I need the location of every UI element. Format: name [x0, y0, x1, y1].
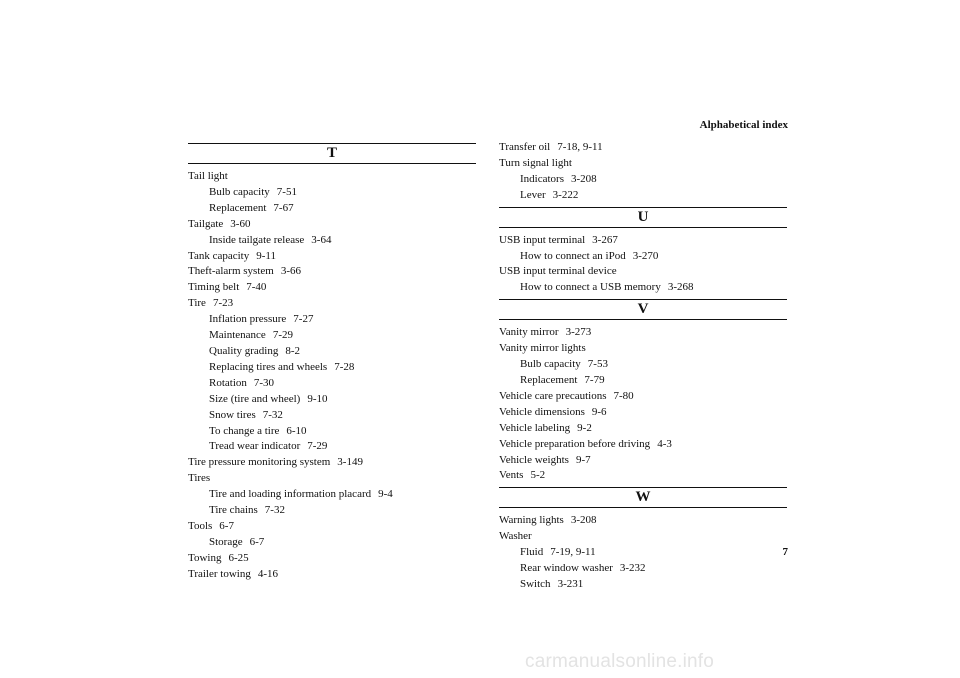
- entry-term: Tire: [188, 297, 206, 310]
- section-letter-heading: V: [499, 299, 787, 320]
- entry-page-reference: 7-79: [584, 373, 605, 386]
- index-entry: [188, 455, 476, 471]
- entry-page-reference: 3-149: [337, 456, 363, 469]
- index-subentry: [188, 535, 476, 551]
- entry-page-reference: 9-7: [575, 453, 591, 466]
- entry-page-reference: 8-2: [285, 344, 301, 357]
- index-entry: [499, 468, 787, 484]
- index-subentry: [188, 487, 476, 503]
- entry-page-reference: 7-23: [212, 297, 234, 310]
- index-entry: [499, 405, 787, 421]
- entry-term: Tire chains: [209, 504, 258, 517]
- entry-page-reference: 7-19, 9-11: [550, 546, 596, 559]
- entry-term: Vehicle preparation before driving: [499, 437, 651, 450]
- index-subentry: [499, 561, 787, 577]
- entry-page-reference: 7-30: [253, 376, 275, 389]
- entry-term: Replacement: [209, 201, 267, 214]
- entry-term: How to connect an iPod: [520, 249, 626, 262]
- index-entry: [188, 217, 476, 233]
- entry-page-reference: 3-232: [619, 562, 646, 575]
- index-entry: [499, 529, 787, 545]
- entry-term: Fluid: [520, 546, 544, 559]
- entry-term: Washer: [499, 530, 532, 543]
- index-entry: [188, 169, 476, 185]
- entry-page-reference: 3-268: [667, 281, 694, 294]
- index-subentry: [188, 201, 476, 217]
- entry-page-reference: 7-28: [334, 360, 355, 373]
- index-entry: [188, 551, 476, 567]
- section-letter-heading: W: [499, 487, 787, 508]
- entry-page-reference: 9-11: [256, 249, 276, 262]
- index-entry: [499, 437, 787, 453]
- entry-term: Warning lights: [499, 514, 564, 527]
- index-entry: [499, 341, 787, 357]
- entry-page-reference: 4-16: [257, 567, 279, 580]
- entry-term: Bulb capacity: [209, 185, 270, 198]
- index-entry: [188, 280, 476, 296]
- page-number: 7: [782, 546, 788, 558]
- entry-term: Vanity mirror: [499, 326, 559, 339]
- entry-term: Vehicle dimensions: [499, 405, 585, 418]
- index-subentry: [499, 545, 787, 561]
- entry-page-reference: 5-2: [530, 469, 546, 482]
- entry-term: Replacement: [520, 373, 578, 386]
- index-subentry: [499, 172, 787, 188]
- entry-term: Vents: [499, 469, 524, 482]
- entry-term: Indicators: [520, 172, 564, 185]
- entry-page-reference: 7-29: [307, 440, 328, 453]
- index-entry: [499, 233, 787, 249]
- entry-term: Vehicle care precautions: [499, 389, 607, 402]
- entry-term: Tread wear indicator: [209, 440, 301, 453]
- entry-term: Turn signal light: [499, 156, 572, 169]
- running-header: Alphabetical index: [699, 119, 788, 131]
- entry-page-reference: 3-64: [311, 233, 332, 246]
- entry-page-reference: 7-40: [246, 281, 267, 294]
- entry-page-reference: 6-7: [219, 519, 234, 532]
- section-letter-heading: U: [499, 207, 787, 228]
- index-subentry: [188, 233, 476, 249]
- index-subentry: [188, 439, 476, 455]
- entry-term: To change a tire: [209, 424, 280, 437]
- index-subentry: [188, 185, 476, 201]
- entry-page-reference: 7-53: [587, 358, 608, 371]
- entry-term: Tire and loading information placard: [209, 488, 372, 501]
- entry-page-reference: 3-270: [632, 249, 659, 262]
- entry-term: Tire pressure monitoring system: [188, 456, 331, 469]
- entry-term: Trailer towing: [188, 567, 251, 580]
- entry-page-reference: 9-4: [378, 488, 393, 501]
- index-entry: [499, 513, 787, 529]
- index-entry: [499, 264, 787, 280]
- entry-term: Snow tires: [209, 408, 256, 421]
- entry-term: Inflation pressure: [209, 313, 287, 326]
- index-subentry: [188, 424, 476, 440]
- entry-term: Quality grading: [209, 344, 279, 357]
- index-subentry: [188, 312, 476, 328]
- entry-page-reference: 4-3: [657, 437, 672, 450]
- entry-page-reference: 9-2: [577, 421, 592, 434]
- entry-term: Inside tailgate release: [209, 233, 305, 246]
- entry-page-reference: 7-51: [276, 185, 297, 198]
- entry-term: Maintenance: [209, 329, 266, 342]
- index-subentry: [499, 188, 787, 204]
- entry-page-reference: 7-29: [272, 329, 293, 342]
- entry-page-reference: 3-66: [280, 265, 302, 278]
- index-subentry: [188, 503, 476, 519]
- index-subentry: [499, 249, 787, 265]
- entry-term: Tail light: [188, 170, 228, 182]
- entry-page-reference: 3-231: [557, 577, 584, 590]
- entry-page-reference: 9-10: [307, 392, 328, 405]
- index-entry: [499, 140, 787, 156]
- index-subentry: [188, 344, 476, 360]
- watermark-text: carmanualsonline.info: [525, 651, 715, 672]
- entry-term: Tailgate: [188, 217, 224, 230]
- entry-term: Tires: [188, 472, 211, 485]
- entry-term: How to connect a USB memory: [520, 281, 661, 294]
- index-subentry: [499, 280, 787, 296]
- entry-term: Tools: [188, 519, 213, 532]
- index-subentry: [188, 408, 476, 424]
- index-subentry: [188, 392, 476, 408]
- entry-page-reference: 7-32: [262, 408, 283, 421]
- entry-page-reference: 9-6: [591, 405, 607, 418]
- index-entry: [499, 156, 787, 172]
- entry-term: Transfer oil: [499, 141, 551, 153]
- entry-page-reference: 6-7: [249, 535, 265, 548]
- entry-term: Bulb capacity: [520, 358, 581, 371]
- index-entry: [499, 389, 787, 405]
- index-subentry: [188, 360, 476, 376]
- entry-term: Storage: [209, 535, 243, 548]
- entry-page-reference: 7-27: [293, 313, 314, 326]
- entry-term: Lever: [520, 188, 546, 201]
- index-column-left: [188, 140, 476, 583]
- index-subentry: [188, 376, 476, 392]
- entry-page-reference: 7-18, 9-11: [557, 141, 603, 153]
- entry-term: USB input terminal device: [499, 265, 617, 278]
- entry-term: Vanity mirror lights: [499, 342, 586, 355]
- entry-term: Vehicle labeling: [499, 421, 571, 434]
- entry-term: Rotation: [209, 376, 247, 389]
- entry-term: USB input terminal: [499, 233, 586, 246]
- entry-page-reference: 3-267: [592, 233, 618, 246]
- index-entry: [188, 296, 476, 312]
- entry-page-reference: 7-32: [264, 504, 285, 517]
- entry-term: Timing belt: [188, 281, 240, 294]
- entry-page-reference: 6-25: [228, 551, 249, 564]
- entry-term: Switch: [520, 577, 551, 590]
- entry-term: Replacing tires and wheels: [209, 360, 328, 373]
- index-subentry: [499, 373, 787, 389]
- index-entry: [188, 519, 476, 535]
- index-entry: [188, 471, 476, 487]
- index-entry: [499, 421, 787, 437]
- index-entry: [499, 453, 787, 469]
- entry-page-reference: 3-208: [570, 514, 597, 527]
- index-entry: [499, 325, 787, 341]
- entry-page-reference: 3-273: [565, 326, 592, 339]
- entry-page-reference: 7-67: [273, 201, 294, 214]
- entry-page-reference: 3-208: [570, 172, 597, 185]
- entry-term: Tank capacity: [188, 249, 250, 262]
- entry-page-reference: 6-10: [286, 424, 307, 437]
- index-entry: [188, 567, 476, 583]
- index-subentry: [499, 357, 787, 373]
- entry-term: Towing: [188, 551, 222, 564]
- entry-page-reference: 7-80: [613, 389, 634, 402]
- entry-page-reference: 3-60: [230, 217, 251, 230]
- entry-term: Vehicle weights: [499, 453, 569, 466]
- entry-page-reference: 3-222: [552, 188, 579, 201]
- index-entry: [188, 264, 476, 280]
- index-subentry: [188, 328, 476, 344]
- section-letter-heading: T: [188, 143, 476, 164]
- index-entry: [188, 249, 476, 265]
- index-subentry: [499, 577, 787, 593]
- index-column-right: [499, 140, 787, 593]
- entry-term: Rear window washer: [520, 562, 613, 575]
- entry-term: Size (tire and wheel): [209, 392, 301, 405]
- entry-term: Theft-alarm system: [188, 265, 274, 278]
